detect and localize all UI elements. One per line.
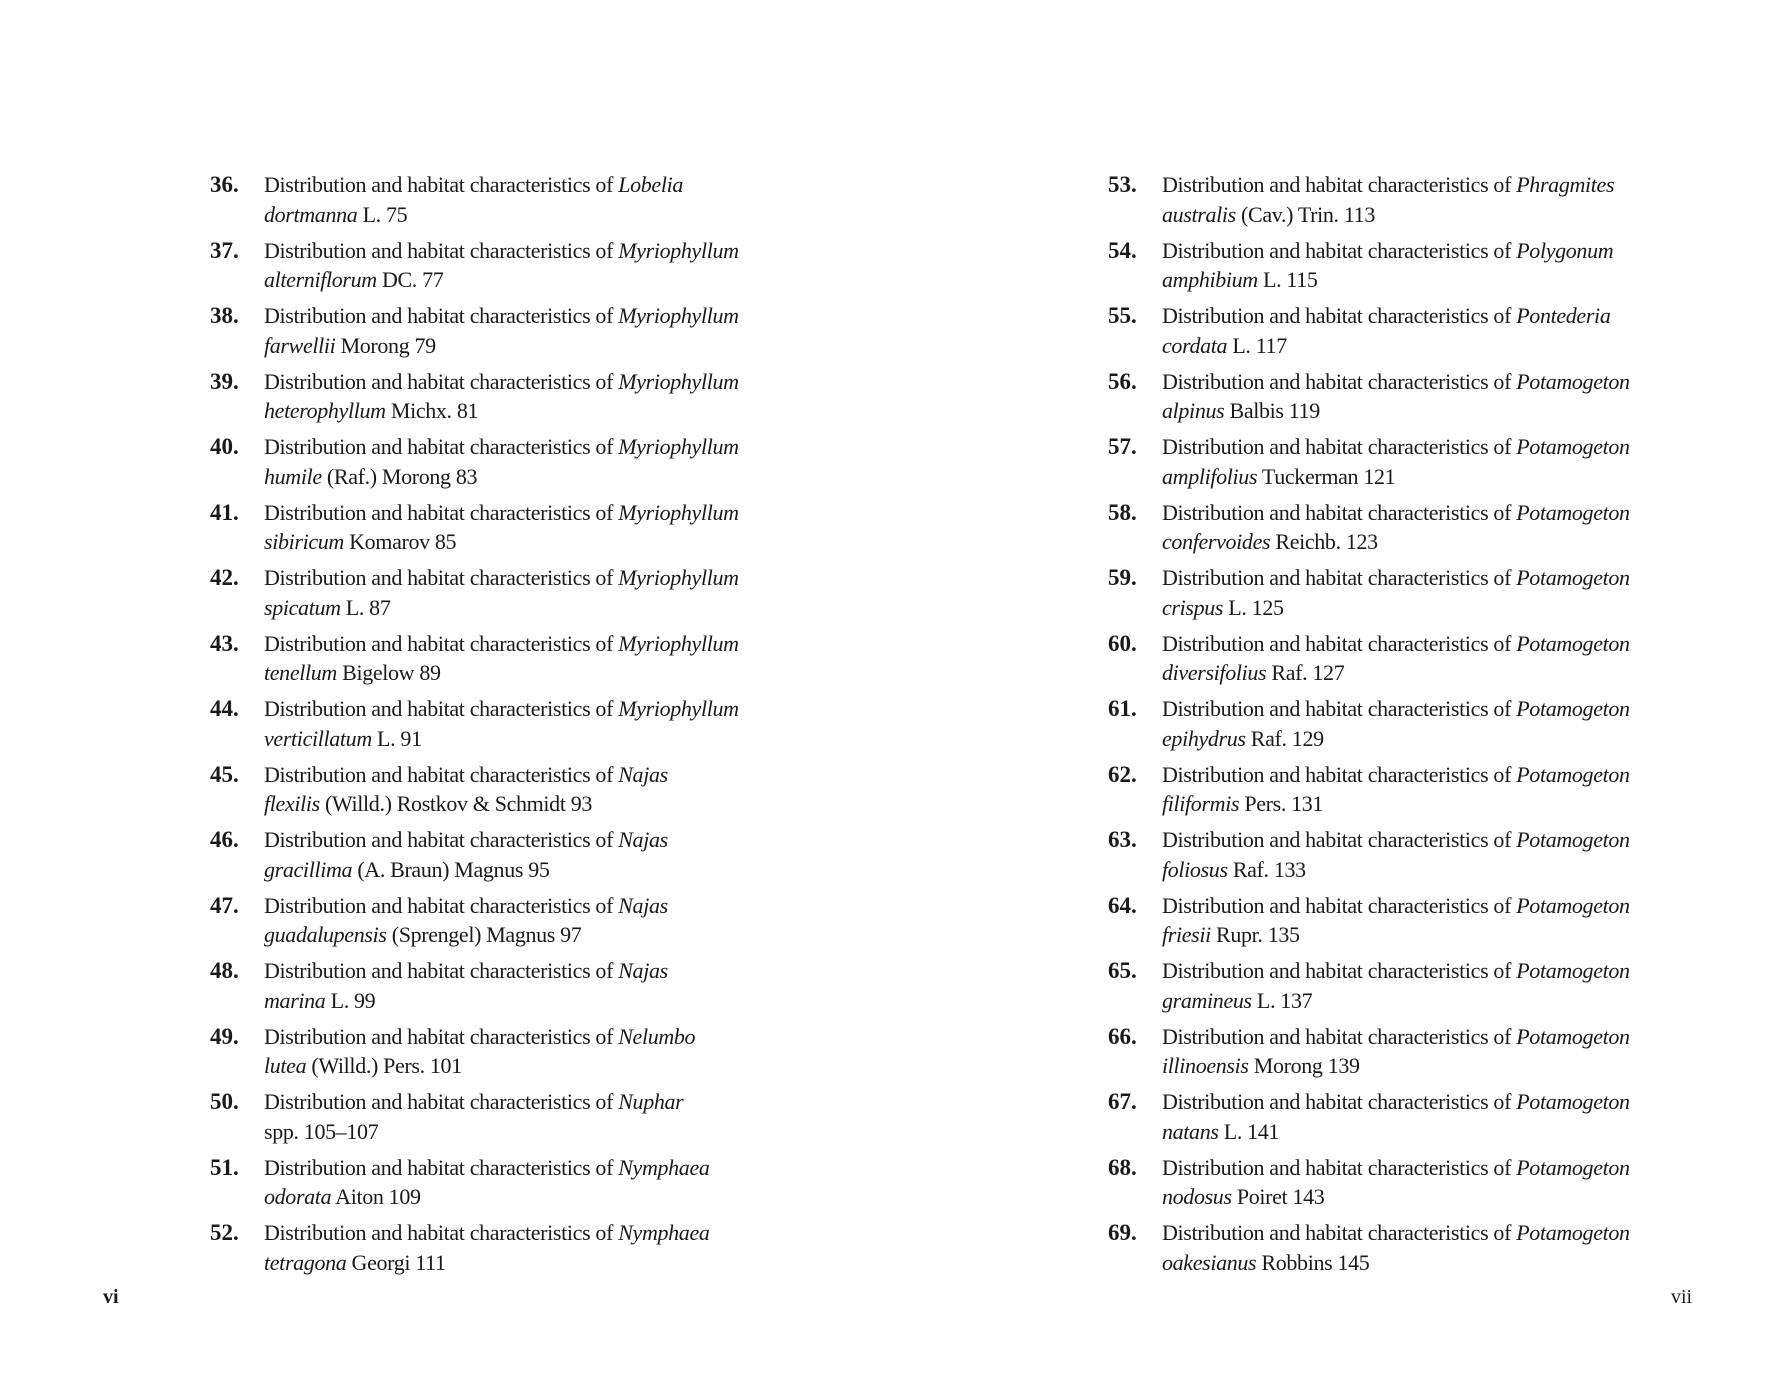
entry-species-epithet: lutea [264, 1053, 307, 1078]
entry-species-epithet: australis [1162, 201, 1236, 227]
entry-caption: Distribution and habitat characteristics of [1162, 958, 1517, 983]
entry-number: 57. [1108, 434, 1137, 459]
entry-genus: Nelumbo [618, 1023, 696, 1049]
entry-caption: Distribution and habitat characteristics of [1162, 1089, 1517, 1114]
entry-number: 67. [1108, 1089, 1137, 1114]
entry-genus: Potamogeton [1516, 368, 1630, 394]
entry-caption: Distribution and habitat characteristics of [1162, 630, 1517, 656]
entry-authority-page: (Raf.) Morong 83 [321, 463, 478, 489]
list-item [210, 1218, 800, 1284]
list-item [210, 170, 800, 236]
entry-genus: Najas [618, 958, 668, 983]
entry-text [1162, 301, 1708, 360]
entry-genus: Potamogeton [1516, 630, 1630, 656]
entry-text [1162, 498, 1708, 557]
entry-caption: Distribution and habitat characteristics of [1162, 237, 1517, 263]
entry-species-epithet: gracillima [264, 856, 353, 882]
entry-species-epithet: cordata [1162, 332, 1228, 358]
entry-authority-page: Pers. 131 [1239, 791, 1324, 816]
entry-number: 64. [1108, 892, 1137, 918]
entry-species-epithet: verticillatum [264, 725, 372, 751]
entry-authority-page: L. 141 [1218, 1118, 1280, 1144]
list-item [210, 498, 800, 564]
entry-species-epithet: dortmanna [264, 201, 358, 227]
list-item [210, 694, 800, 760]
entry-caption: Distribution and habitat characteristics of [1162, 827, 1517, 852]
list-item [210, 1153, 800, 1219]
entry-genus: Potamogeton [1516, 761, 1630, 787]
entry-species-epithet: spicatum [264, 594, 341, 620]
entry-text [264, 301, 800, 360]
entry-number: 44. [210, 696, 239, 721]
entry-species-epithet: amplifolius [1162, 463, 1258, 489]
entry-number: 58. [1108, 499, 1137, 525]
entry-number: 65. [1108, 958, 1137, 983]
entry-text [264, 563, 800, 622]
entry-text [264, 694, 800, 753]
entry-species-epithet: diversifolius [1162, 660, 1267, 685]
entry-number: 36. [210, 172, 239, 197]
entry-text [264, 170, 800, 229]
entry-genus: Myriophyllum [618, 237, 739, 263]
entry-authority-page: L. 87 [340, 594, 391, 620]
entry-authority-page: Morong 79 [335, 332, 436, 358]
entry-text [1162, 1087, 1708, 1146]
entry-species-epithet: heterophyllum [264, 398, 386, 423]
entry-species-epithet: alpinus [1162, 398, 1225, 423]
entry-genus: Phragmites [1516, 172, 1615, 197]
entry-species-epithet: illinoensis [1162, 1053, 1249, 1078]
entry-number: 53. [1108, 172, 1137, 197]
list-item [210, 956, 800, 1022]
entry-authority-page: Raf. 127 [1266, 660, 1345, 685]
entry-text [1162, 1218, 1708, 1277]
entry-text [1162, 563, 1708, 622]
entry-authority-page: Tuckerman 121 [1257, 463, 1396, 489]
figure-list [210, 170, 800, 1284]
entry-species-epithet: oakesianus [1162, 1249, 1257, 1275]
list-item [210, 301, 800, 367]
entry-number: 46. [210, 827, 239, 852]
entry-genus: Myriophyllum [618, 303, 739, 328]
entry-caption: Distribution and habitat characteristics of [264, 368, 619, 394]
entry-text [1162, 891, 1708, 950]
list-item [1108, 956, 1708, 1022]
list-item [210, 236, 800, 302]
entry-authority-page: Robbins 145 [1256, 1249, 1370, 1275]
entry-caption: Distribution and habitat characteristics of [264, 172, 619, 197]
entry-genus: Myriophyllum [618, 368, 739, 394]
entry-genus: Myriophyllum [618, 434, 739, 459]
entry-number: 42. [210, 565, 239, 590]
page-number: vi [103, 1286, 119, 1308]
entry-number: 69. [1108, 1220, 1137, 1245]
entry-text [1162, 694, 1708, 753]
entry-number: 47. [210, 892, 239, 918]
entry-caption: Distribution and habitat characteristics of [1162, 172, 1517, 197]
entry-number: 49. [210, 1023, 239, 1049]
list-item [210, 1087, 800, 1153]
list-item [210, 432, 800, 498]
entry-authority-page: Poiret 143 [1231, 1184, 1325, 1209]
entry-caption: Distribution and habitat characteristics of [264, 1154, 619, 1180]
entry-species-epithet: amphibium [1162, 267, 1258, 292]
entry-caption: Distribution and habitat characteristics of [1162, 434, 1517, 459]
entry-species-epithet: farwellii [264, 332, 336, 358]
entry-authority-page: Bigelow 89 [336, 660, 441, 685]
entry-number: 52. [210, 1220, 239, 1245]
entry-genus: Potamogeton [1516, 1154, 1630, 1180]
entry-species-epithet: marina [264, 987, 326, 1013]
entry-species-epithet: crispus [1162, 594, 1224, 620]
entry-authority-page: L. 137 [1251, 987, 1313, 1013]
entry-species-epithet: confervoides [1162, 529, 1271, 554]
entry-genus: Myriophyllum [618, 565, 739, 590]
entry-caption: Distribution and habitat characteristics of [264, 958, 619, 983]
entry-species-epithet: natans [1162, 1118, 1219, 1144]
list-item [1108, 629, 1708, 695]
entry-species-epithet: sibiricum [264, 529, 344, 554]
list-item [1108, 1022, 1708, 1088]
entry-number: 66. [1108, 1023, 1137, 1049]
entry-number: 43. [210, 630, 239, 656]
entry-species-epithet: gramineus [1162, 987, 1252, 1013]
entry-text [1162, 760, 1708, 819]
entry-caption: Distribution and habitat characteristics of [264, 696, 619, 721]
entry-text [1162, 236, 1708, 295]
list-item [1108, 301, 1708, 367]
entry-genus: Pontederia [1516, 303, 1611, 328]
entry-species-epithet: filiformis [1162, 791, 1240, 816]
entry-number: 54. [1108, 237, 1137, 263]
entry-number: 55. [1108, 303, 1137, 328]
entry-number: 63. [1108, 827, 1137, 852]
list-item [210, 1022, 800, 1088]
entry-genus: Potamogeton [1516, 892, 1630, 918]
entry-caption: Distribution and habitat characteristics of [264, 761, 619, 787]
entry-text [1162, 367, 1708, 426]
figure-list [1108, 170, 1708, 1284]
list-item [1108, 1087, 1708, 1153]
entry-genus: Najas [618, 827, 668, 852]
entry-caption: Distribution and habitat characteristics of [1162, 761, 1517, 787]
entry-genus: Potamogeton [1516, 958, 1630, 983]
entry-text [1162, 1022, 1708, 1081]
entry-caption: Distribution and habitat characteristics of [1162, 368, 1517, 394]
entry-authority-page: (Willd.) Rostkov & Schmidt 93 [319, 791, 593, 816]
entry-authority-page: L. 75 [357, 201, 408, 227]
entry-number: 59. [1108, 565, 1137, 590]
entry-text [1162, 1153, 1708, 1212]
entry-number: 41. [210, 499, 239, 525]
entry-caption: Distribution and habitat characteristics of [264, 1089, 619, 1114]
entry-authority-page: Balbis 119 [1224, 398, 1320, 423]
entry-text [264, 1218, 800, 1277]
entry-text [264, 891, 800, 950]
entry-authority-page: L. 125 [1223, 594, 1284, 620]
entry-number: 62. [1108, 761, 1137, 787]
entry-authority-page: Morong 139 [1248, 1053, 1360, 1078]
list-item [1108, 236, 1708, 302]
entry-genus: Myriophyllum [618, 696, 739, 721]
entry-caption: Distribution and habitat characteristics of [264, 303, 619, 328]
entry-genus: Potamogeton [1516, 827, 1630, 852]
entry-authority-page: Michx. 81 [385, 398, 479, 423]
entry-caption: Distribution and habitat characteristics of [264, 499, 619, 525]
entry-text [264, 1153, 800, 1212]
entry-authority-page: Raf. 133 [1227, 856, 1306, 882]
entry-number: 68. [1108, 1154, 1137, 1180]
entry-text [1162, 629, 1708, 688]
entry-text [264, 956, 800, 1015]
entry-species-epithet: flexilis [264, 791, 320, 816]
list-item [1108, 1153, 1708, 1219]
entry-caption: Distribution and habitat characteristics of [264, 434, 619, 459]
entry-text [264, 236, 800, 295]
entry-caption: Distribution and habitat characteristics of [264, 892, 619, 918]
list-item [210, 891, 800, 957]
list-item [1108, 1218, 1708, 1284]
entry-text [1162, 956, 1708, 1015]
entry-authority-page: spp. 105–107 [264, 1118, 379, 1144]
entry-caption: Distribution and habitat characteristics of [264, 1023, 619, 1049]
entry-genus: Najas [618, 761, 668, 787]
entry-number: 61. [1108, 696, 1137, 721]
entry-species-epithet: friesii [1162, 922, 1211, 947]
entry-text [264, 1087, 800, 1146]
entry-authority-page: (Willd.) Pers. 101 [306, 1053, 462, 1078]
entry-text [1162, 432, 1708, 491]
list-item [1108, 891, 1708, 957]
entry-number: 38. [210, 303, 239, 328]
entry-caption: Distribution and habitat characteristics of [1162, 303, 1517, 328]
entry-caption: Distribution and habitat characteristics of [1162, 499, 1517, 525]
list-item [210, 563, 800, 629]
entry-number: 39. [210, 368, 239, 394]
entry-species-epithet: guadalupensis [264, 922, 387, 947]
entry-species-epithet: odorata [264, 1184, 332, 1209]
list-item [1108, 367, 1708, 433]
entry-caption: Distribution and habitat characteristics of [264, 630, 619, 656]
entry-authority-page: (A. Braun) Magnus 95 [352, 856, 550, 882]
entry-genus: Najas [618, 892, 668, 918]
entry-number: 45. [210, 761, 239, 787]
list-item [1108, 694, 1708, 760]
entry-genus: Potamogeton [1516, 696, 1630, 721]
entry-caption: Distribution and habitat characteristics of [264, 827, 619, 852]
entry-genus: Nymphaea [618, 1220, 710, 1245]
entry-number: 48. [210, 958, 239, 983]
entry-species-epithet: humile [264, 463, 322, 489]
entry-genus: Potamogeton [1516, 1089, 1630, 1114]
entry-caption: Distribution and habitat characteristics of [264, 565, 619, 590]
entry-caption: Distribution and habitat characteristics of [1162, 1023, 1517, 1049]
entry-species-epithet: tenellum [264, 660, 337, 685]
entry-species-epithet: nodosus [1162, 1184, 1232, 1209]
entry-genus: Potamogeton [1516, 434, 1630, 459]
entry-number: 37. [210, 237, 239, 263]
entry-number: 40. [210, 434, 239, 459]
entry-authority-page: DC. 77 [376, 267, 444, 292]
entry-authority-page: Komarov 85 [343, 529, 457, 554]
entry-authority-page: L. 91 [371, 725, 422, 751]
entry-authority-page: L. 99 [325, 987, 376, 1013]
entry-authority-page: (Cav.) Trin. 113 [1235, 201, 1375, 227]
entry-authority-page: (Sprengel) Magnus 97 [386, 922, 582, 947]
entry-genus: Potamogeton [1516, 565, 1630, 590]
entry-species-epithet: tetragona [264, 1249, 347, 1275]
entry-authority-page: L. 115 [1257, 267, 1318, 292]
entry-authority-page: L. 117 [1227, 332, 1287, 358]
list-item [1108, 170, 1708, 236]
entry-text [1162, 170, 1708, 229]
entry-caption: Distribution and habitat characteristics of [1162, 565, 1517, 590]
list-item [1108, 432, 1708, 498]
entry-text [264, 1022, 800, 1081]
entry-genus: Potamogeton [1516, 1023, 1630, 1049]
entry-number: 51. [210, 1154, 239, 1180]
right-page [893, 0, 1786, 1380]
entry-authority-page: Aiton 109 [331, 1184, 421, 1209]
entry-species-epithet: epihydrus [1162, 725, 1246, 751]
entry-authority-page: Raf. 129 [1245, 725, 1324, 751]
entry-number: 60. [1108, 630, 1137, 656]
entry-text [264, 498, 800, 557]
entry-genus: Myriophyllum [618, 499, 739, 525]
entry-authority-page: Georgi 111 [346, 1249, 446, 1275]
entry-genus: Lobelia [618, 172, 683, 197]
list-item [210, 760, 800, 826]
entry-genus: Nymphaea [618, 1154, 710, 1180]
entry-text [264, 825, 800, 884]
entry-genus: Polygonum [1516, 237, 1614, 263]
list-item [210, 367, 800, 433]
entry-genus: Nuphar [618, 1089, 684, 1114]
entry-caption: Distribution and habitat characteristics of [1162, 1154, 1517, 1180]
entry-authority-page: Reichb. 123 [1270, 529, 1378, 554]
entry-text [264, 432, 800, 491]
list-item [210, 629, 800, 695]
entry-authority-page: Rupr. 135 [1210, 922, 1300, 947]
entry-caption: Distribution and habitat characteristics of [1162, 892, 1517, 918]
entry-genus: Potamogeton [1516, 1220, 1630, 1245]
list-item [1108, 563, 1708, 629]
entry-text [264, 629, 800, 688]
entry-text [1162, 825, 1708, 884]
entry-number: 56. [1108, 368, 1137, 394]
entry-species-epithet: alterniflorum [264, 267, 377, 292]
entry-text [264, 367, 800, 426]
list-item [1108, 825, 1708, 891]
entry-caption: Distribution and habitat characteristics of [1162, 696, 1517, 721]
list-item [210, 825, 800, 891]
entry-genus: Myriophyllum [618, 630, 739, 656]
entry-text [264, 760, 800, 819]
page-number: vii [1671, 1286, 1693, 1308]
list-item [1108, 498, 1708, 564]
entry-species-epithet: foliosus [1162, 856, 1228, 882]
entry-number: 50. [210, 1089, 239, 1114]
entry-caption: Distribution and habitat characteristics of [1162, 1220, 1517, 1245]
list-item [1108, 760, 1708, 826]
entry-caption: Distribution and habitat characteristics of [264, 1220, 619, 1245]
entry-genus: Potamogeton [1516, 499, 1630, 525]
entry-caption: Distribution and habitat characteristics of [264, 237, 619, 263]
